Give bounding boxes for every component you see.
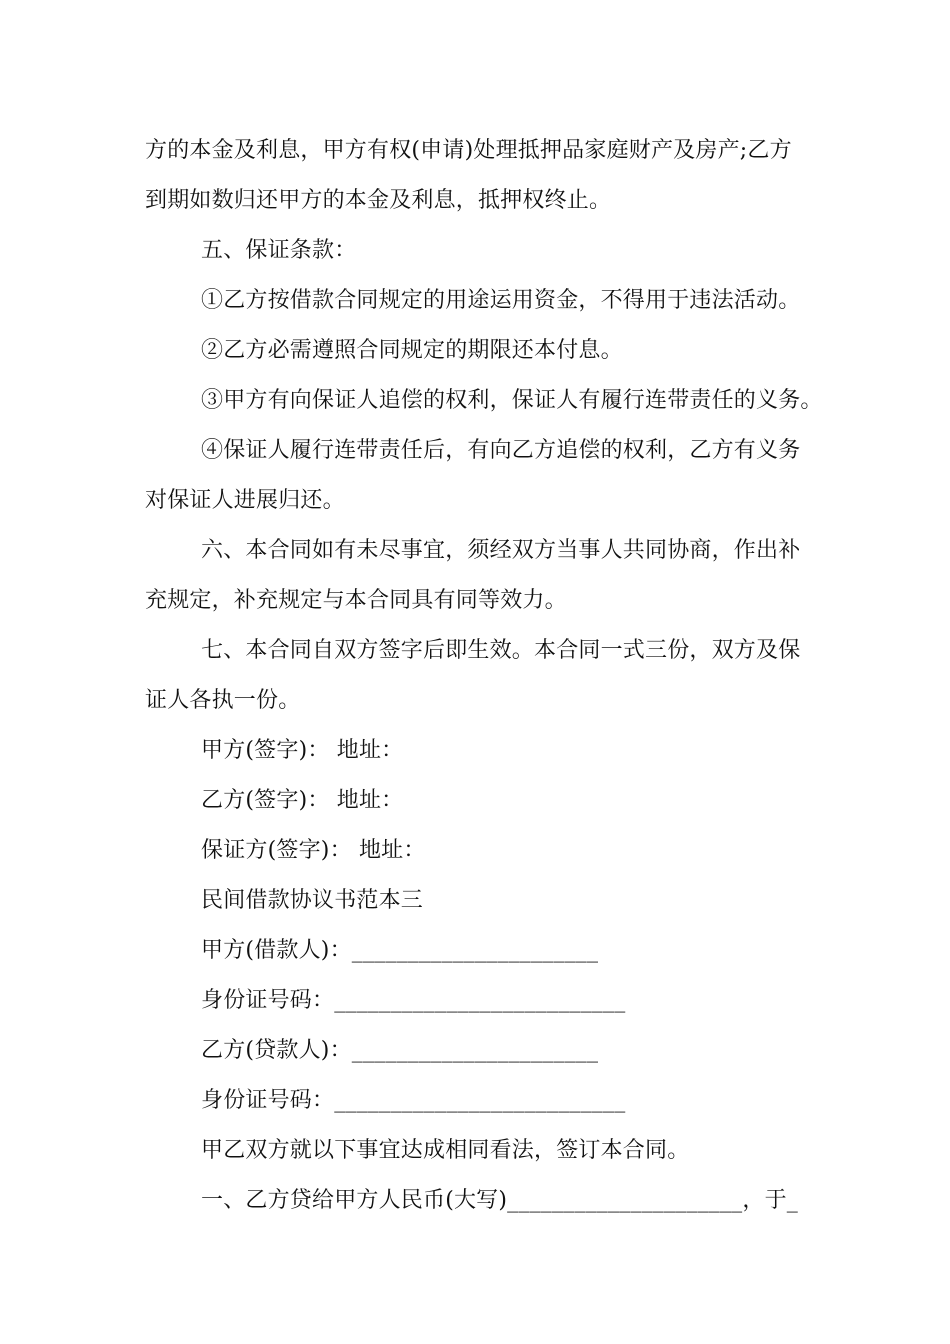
text-line-guarantee-2: ②乙方必需遵照合同规定的期限还本付息。 bbox=[201, 338, 623, 363]
text-line-guarantee-1: ①乙方按借款合同规定的用途运用资金，不得用于违法活动。 bbox=[201, 288, 801, 313]
signature-party-a: 甲方(签字)： 地址： bbox=[201, 738, 404, 763]
text-line-1: 方的本金及利息，甲方有权(申请)处理抵押品家庭财产及房产;乙方 bbox=[145, 138, 792, 163]
section-7-cont: 证人各执一份。 bbox=[145, 688, 301, 713]
field-lender: 乙方(贷款人)：______________________ bbox=[201, 1038, 599, 1063]
clause-1: 一、乙方贷给甲方人民币(大写)_____________________，于_ bbox=[201, 1188, 798, 1213]
text-line-guarantee-3: ③甲方有向保证人追偿的权利，保证人有履行连带责任的义务。 bbox=[201, 388, 823, 413]
section-6-cont: 充规定，补充规定与本合同具有同等效力。 bbox=[145, 588, 567, 613]
signature-guarantor: 保证方(签字)： 地址： bbox=[201, 838, 426, 863]
section-heading-5: 五、保证条款： bbox=[201, 238, 357, 263]
section-7: 七、本合同自双方签字后即生效。本合同一式三份，双方及保 bbox=[201, 638, 801, 663]
signature-party-b: 乙方(签字)： 地址： bbox=[201, 788, 404, 813]
text-line-2: 到期如数归还甲方的本金及利息，抵押权终止。 bbox=[145, 188, 612, 213]
document-subtitle: 民间借款协议书范本三 bbox=[201, 888, 424, 913]
field-lender-id: 身份证号码：__________________________ bbox=[201, 1088, 626, 1113]
text-line-guarantee-4: ④保证人履行连带责任后，有向乙方追偿的权利，乙方有义务 bbox=[201, 438, 801, 463]
agreement-intro: 甲乙双方就以下事宜达成相同看法，签订本合同。 bbox=[201, 1138, 690, 1163]
section-6: 六、本合同如有未尽事宜，须经双方当事人共同协商，作出补 bbox=[201, 538, 801, 563]
text-line-guarantee-4-cont: 对保证人进展归还。 bbox=[145, 488, 345, 513]
field-borrower: 甲方(借款人)：______________________ bbox=[201, 938, 599, 963]
field-borrower-id: 身份证号码：__________________________ bbox=[201, 988, 626, 1013]
